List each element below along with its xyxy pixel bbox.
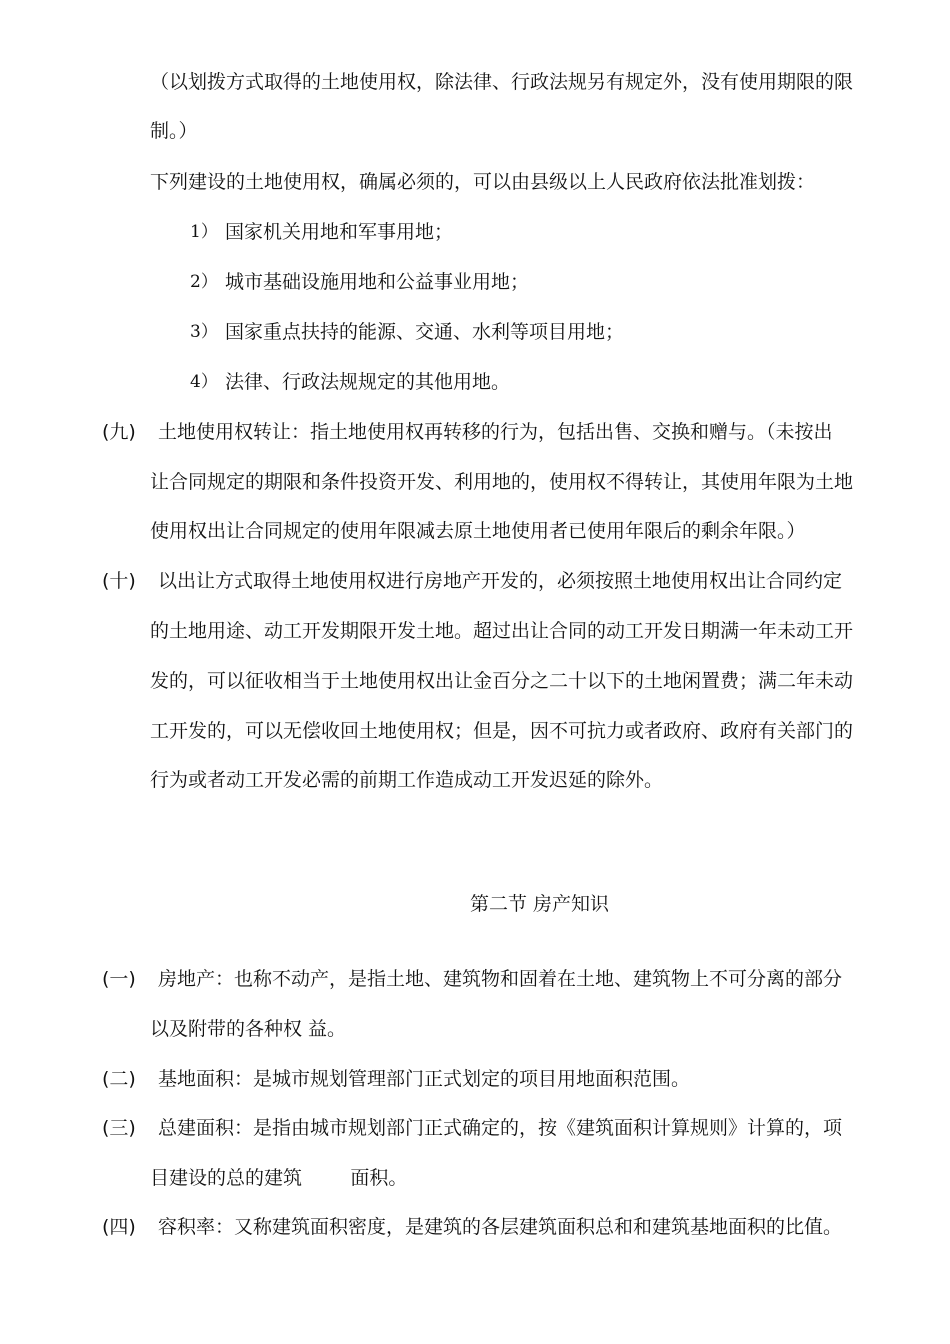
item-10-line-2: 的土地用途、动工开发期限开发土地。超过出让合同的动工开发日期满一年未动工开	[150, 620, 854, 642]
item-10-line-3: 发的，可以征收相当于土地使用权出让金百分之二十以下的土地闲置费；满二年未动	[150, 670, 854, 692]
list-item-1-number: 1）	[190, 222, 218, 242]
list-item-3-number: 3）	[190, 322, 218, 342]
item-9-line-1: 土地使用权转让：指土地使用权再转移的行为，包括出售、交换和赠与。（未按出	[158, 421, 833, 443]
section-title: 第二节 房产知识	[470, 893, 610, 915]
list-item-2-number: 2）	[190, 272, 218, 292]
item-9-number: (九)	[102, 421, 136, 443]
def-2-line-1: 基地面积：是城市规划管理部门正式划定的项目用地面积范围。	[158, 1068, 691, 1090]
list-item-3-text: 国家重点扶持的能源、交通、水利等项目用地；	[225, 321, 625, 343]
item-10-line-4: 工开发的，可以无偿收回土地使用权；但是，因不可抗力或者政府、政府有关部门的	[150, 720, 854, 742]
list-item-4-text: 法律、行政法规规定的其他用地。	[225, 371, 511, 393]
def-3-number: (三)	[102, 1117, 136, 1139]
item-10-line-1: 以出让方式取得土地使用权进行房地产开发的，必须按照土地使用权出让合同约定	[158, 570, 843, 592]
def-3-line-1: 总建面积：是指由城市规划部门正式确定的，按《建筑面积计算规则》计算的，项	[158, 1117, 843, 1139]
item-9-line-2: 让合同规定的期限和条件投资开发、利用地的，使用权不得转让，其使用年限为土地	[150, 471, 854, 493]
def-4-line-1: 容积率：又称建筑面积密度，是建筑的各层建筑面积总和和建筑基地面积的比值。	[158, 1216, 843, 1238]
allocation-note-line-1: （以划拨方式取得的土地使用权，除法律、行政法规另有规定外，没有使用期限的限	[150, 71, 854, 93]
list-item-1-text: 国家机关用地和军事用地；	[225, 221, 454, 243]
def-4-number: (四)	[102, 1216, 136, 1238]
def-1-number: (一)	[102, 968, 136, 990]
list-item-4-number: 4）	[190, 372, 218, 392]
list-item-2-text: 城市基础设施用地和公益事业用地；	[225, 271, 530, 293]
list-intro: 下列建设的土地使用权，确属必须的，可以由县级以上人民政府依法批准划拨：	[150, 171, 816, 193]
allocation-note-line-2: 制。）	[150, 120, 198, 142]
def-1-line-1: 房地产：也称不动产，是指土地、建筑物和固着在土地、建筑物上不可分离的部分	[158, 968, 843, 990]
def-1-line-2: 以及附带的各种权 益。	[150, 1018, 347, 1040]
item-9-line-3: 使用权出让合同规定的使用年限减去原土地使用者已使用年限后的剩余年限。）	[150, 520, 806, 542]
item-10-line-5: 行为或者动工开发必需的前期工作造成动工开发迟延的除外。	[150, 769, 664, 791]
def-3-line-2: 目建设的总的建筑 面积。	[150, 1167, 408, 1189]
item-10-number: (十)	[102, 570, 136, 592]
def-2-number: (二)	[102, 1068, 136, 1090]
